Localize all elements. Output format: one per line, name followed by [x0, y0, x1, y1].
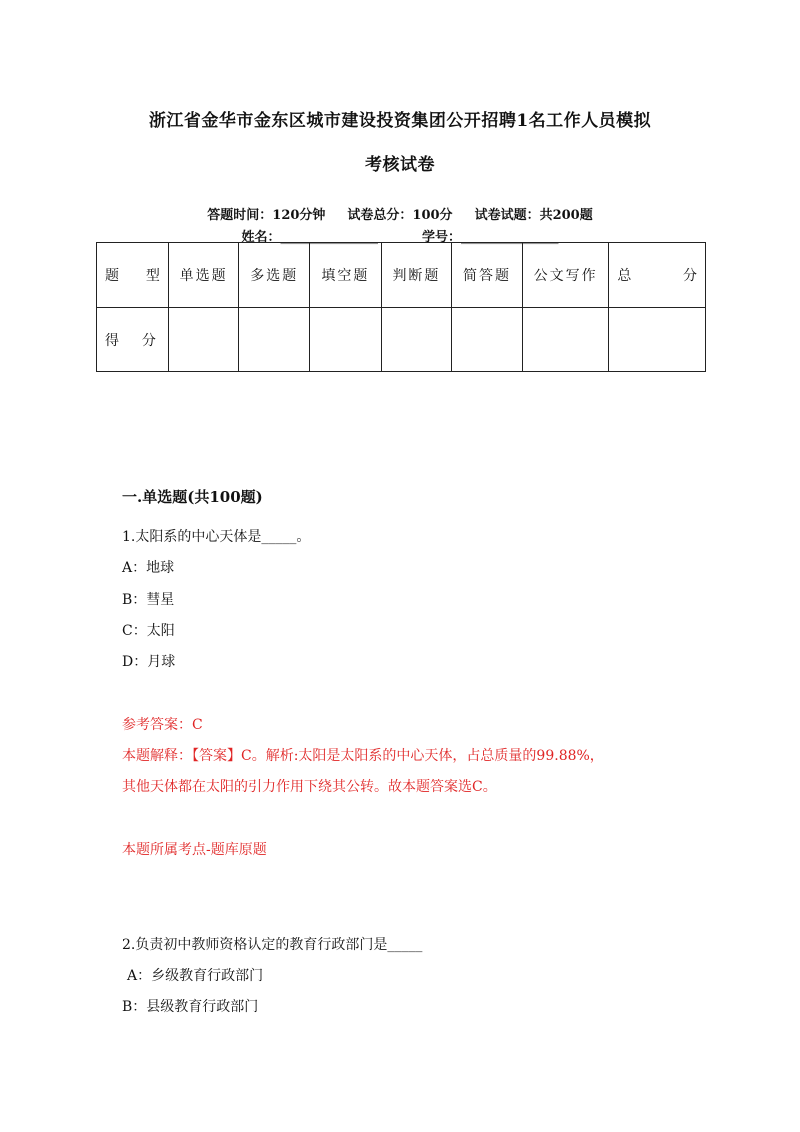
- row-label-score-a: 得: [105, 332, 119, 349]
- score-cell-total[interactable]: [609, 308, 706, 372]
- score-table-header-row: [97, 243, 706, 308]
- question-2-stem: 2.负责初中教师资格认定的教育行政部门是_____: [122, 937, 423, 953]
- question-1-option-a[interactable]: A：地球: [122, 560, 175, 576]
- row-label-type-a: 题: [105, 268, 119, 284]
- header-total-b: 分: [683, 268, 697, 284]
- header-single-choice: 单选题: [168, 243, 239, 308]
- header-official-writing: 公文写作: [522, 243, 608, 308]
- question-1-stem: 1.太阳系的中心天体是_____。: [122, 529, 311, 545]
- score-cell-official-writing[interactable]: [522, 308, 608, 372]
- row-label-score-b: 分: [141, 332, 156, 349]
- header-short-answer: 简答题: [452, 243, 523, 308]
- name-blank: _______________: [280, 230, 378, 245]
- question-1-answer: 参考答案：C: [122, 717, 203, 733]
- question-1-source: 本题所属考点-题库原题: [122, 842, 267, 858]
- header-total: [609, 243, 706, 308]
- question-2-option-a[interactable]: A：乡级教育行政部门: [127, 968, 264, 984]
- score-cell-true-false[interactable]: [381, 308, 452, 372]
- exam-question-count: 试卷试题：共200题: [474, 208, 593, 223]
- question-2-option-b[interactable]: B：县级教育行政部门: [122, 999, 259, 1015]
- score-table: [96, 242, 706, 372]
- exam-title-line1: 浙江省金华市金东区城市建设投资集团公开招聘1名工作人员模拟: [148, 111, 652, 131]
- score-table-score-row: [97, 308, 706, 372]
- row-label-score: [97, 308, 169, 372]
- question-1-option-b[interactable]: B：彗星: [122, 592, 175, 608]
- score-cell-single-choice[interactable]: [168, 308, 239, 372]
- section-title: 一.单选题(共100题): [122, 488, 263, 506]
- row-label-type-b: 型: [145, 268, 160, 284]
- score-cell-multi-choice[interactable]: [239, 308, 310, 372]
- score-cell-fill-blank[interactable]: [310, 308, 382, 372]
- exam-title-line2: 考核试卷: [365, 155, 435, 175]
- id-label: 学号：: [422, 230, 462, 245]
- id-blank: _______________: [461, 230, 559, 245]
- header-multi-choice: 多选题: [239, 243, 310, 308]
- name-label: 姓名：: [241, 230, 281, 245]
- exam-total-score: 试卷总分：100分: [347, 208, 453, 223]
- row-label-type: [97, 243, 169, 308]
- exam-meta-line1: [0, 204, 800, 223]
- question-1-explanation-line1: 本题解释：【答案】C。解析:太阳是太阳系的中心天体，占总质量的99.88%，: [122, 748, 604, 764]
- header-true-false: 判断题: [381, 243, 452, 308]
- exam-time: 答题时间：120分钟: [207, 208, 326, 223]
- header-total-a: 总: [617, 268, 632, 284]
- header-fill-blank: 填空题: [310, 243, 382, 308]
- question-1-explanation-line2: 其他天体都在太阳的引力作用下绕其公转。故本题答案选C。: [122, 779, 497, 795]
- question-1-option-d[interactable]: D：月球: [122, 654, 176, 670]
- score-cell-short-answer[interactable]: [452, 308, 523, 372]
- question-1-option-c[interactable]: C：太阳: [122, 623, 175, 639]
